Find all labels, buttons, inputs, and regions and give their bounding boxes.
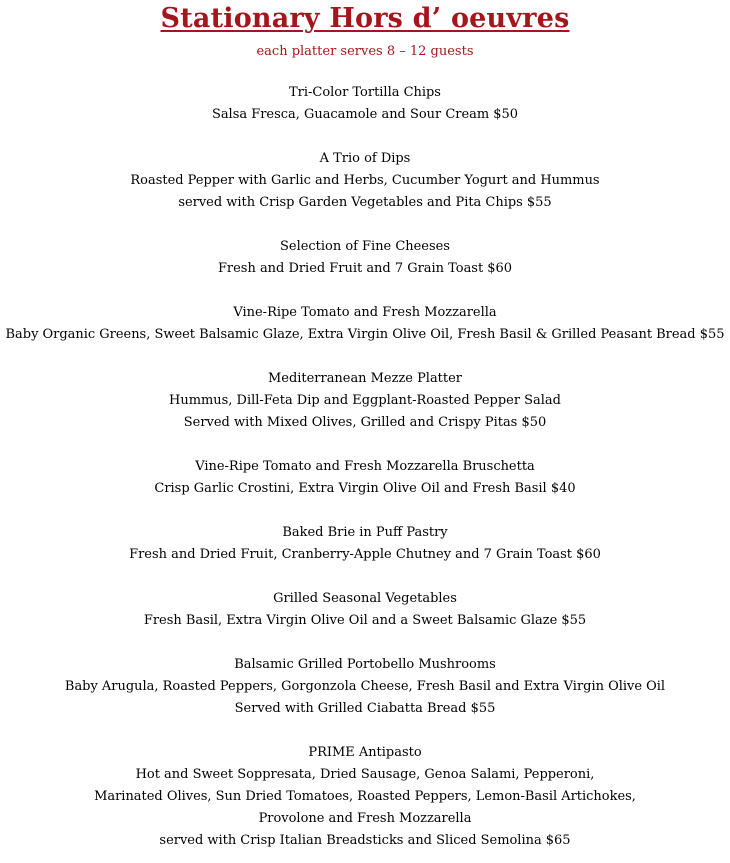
menu-items [0,82,730,852]
menu-item-name: A Trio of Dips [319,151,411,166]
menu-item-description: Baby Arugula, Roasted Peppers, Gorgonzola Cheese, Fresh Basil and Extra Virgin Olive Oil [64,679,666,694]
menu-item-name: Vine-Ripe Tomato and Fresh Mozzarella [233,305,497,320]
menu-item [0,82,730,126]
menu-item-description: Roasted Pepper with Garlic and Herbs, Cucumber Yogurt and Hummus [130,173,600,188]
menu-item-description: Hot and Sweet Soppresata, Dried Sausage, Genoa Salami, Pepperoni, [135,767,595,782]
menu-item [0,236,730,280]
menu-item-description: served with Crisp Garden Vegetables and Pita Chips $55 [178,195,552,210]
menu-item-name: Tri-Color Tortilla Chips [289,85,441,100]
menu-item-name: Balsamic Grilled Portobello Mushrooms [234,657,496,672]
menu-item-description: Fresh Basil, Extra Virgin Olive Oil and a Sweet Balsamic Glaze $55 [143,613,587,628]
menu-item-name: Vine-Ripe Tomato and Fresh Mozzarella Bruschetta [195,459,535,474]
menu-item-name: PRIME Antipasto [308,745,422,760]
menu-item [0,302,730,346]
menu-item-name: Selection of Fine Cheeses [280,239,450,254]
menu-item-description: served with Crisp Italian Breadsticks and Sliced Semolina $65 [159,833,571,848]
menu-item-description: Provolone and Fresh Mozzarella [258,811,472,826]
menu-item-name: Baked Brie in Puff Pastry [282,525,448,540]
menu-item-description: Fresh and Dried Fruit and 7 Grain Toast $60 [217,261,513,276]
menu-item-name: Mediterranean Mezze Platter [268,371,462,386]
menu-item-description: Hummus, Dill-Feta Dip and Eggplant-Roasted Pepper Salad [169,393,561,408]
menu-item [0,654,730,720]
menu-item-description: Salsa Fresca, Guacamole and Sour Cream $50 [211,107,519,122]
menu-item [0,742,730,852]
menu-item-description: Crisp Garlic Crostini, Extra Virgin Olive Oil and Fresh Basil $40 [154,481,576,496]
menu-item-name: Grilled Seasonal Vegetables [273,591,457,606]
menu-item-description: Marinated Olives, Sun Dried Tomatoes, Roasted Peppers, Lemon-Basil Artichokes, [94,789,636,804]
menu-item-description: Served with Grilled Ciabatta Bread $55 [234,701,496,716]
menu-item [0,456,730,500]
menu-item [0,522,730,566]
menu-item-description: Served with Mixed Olives, Grilled and Crispy Pitas $50 [183,415,547,430]
menu-item [0,368,730,434]
menu-item-description: Baby Organic Greens, Sweet Balsamic Glaze, Extra Virgin Olive Oil, Fresh Basil & Grilled Peasant Bread $55 [5,327,725,342]
menu-item-description: Fresh and Dried Fruit, Cranberry-Apple Chutney and 7 Grain Toast $60 [129,547,601,562]
menu-item [0,148,730,214]
page-subtitle: each platter serves 8 – 12 guests [256,44,474,59]
menu-item [0,588,730,632]
page-title: Stationary Hors d’ oeuvres [160,3,570,34]
